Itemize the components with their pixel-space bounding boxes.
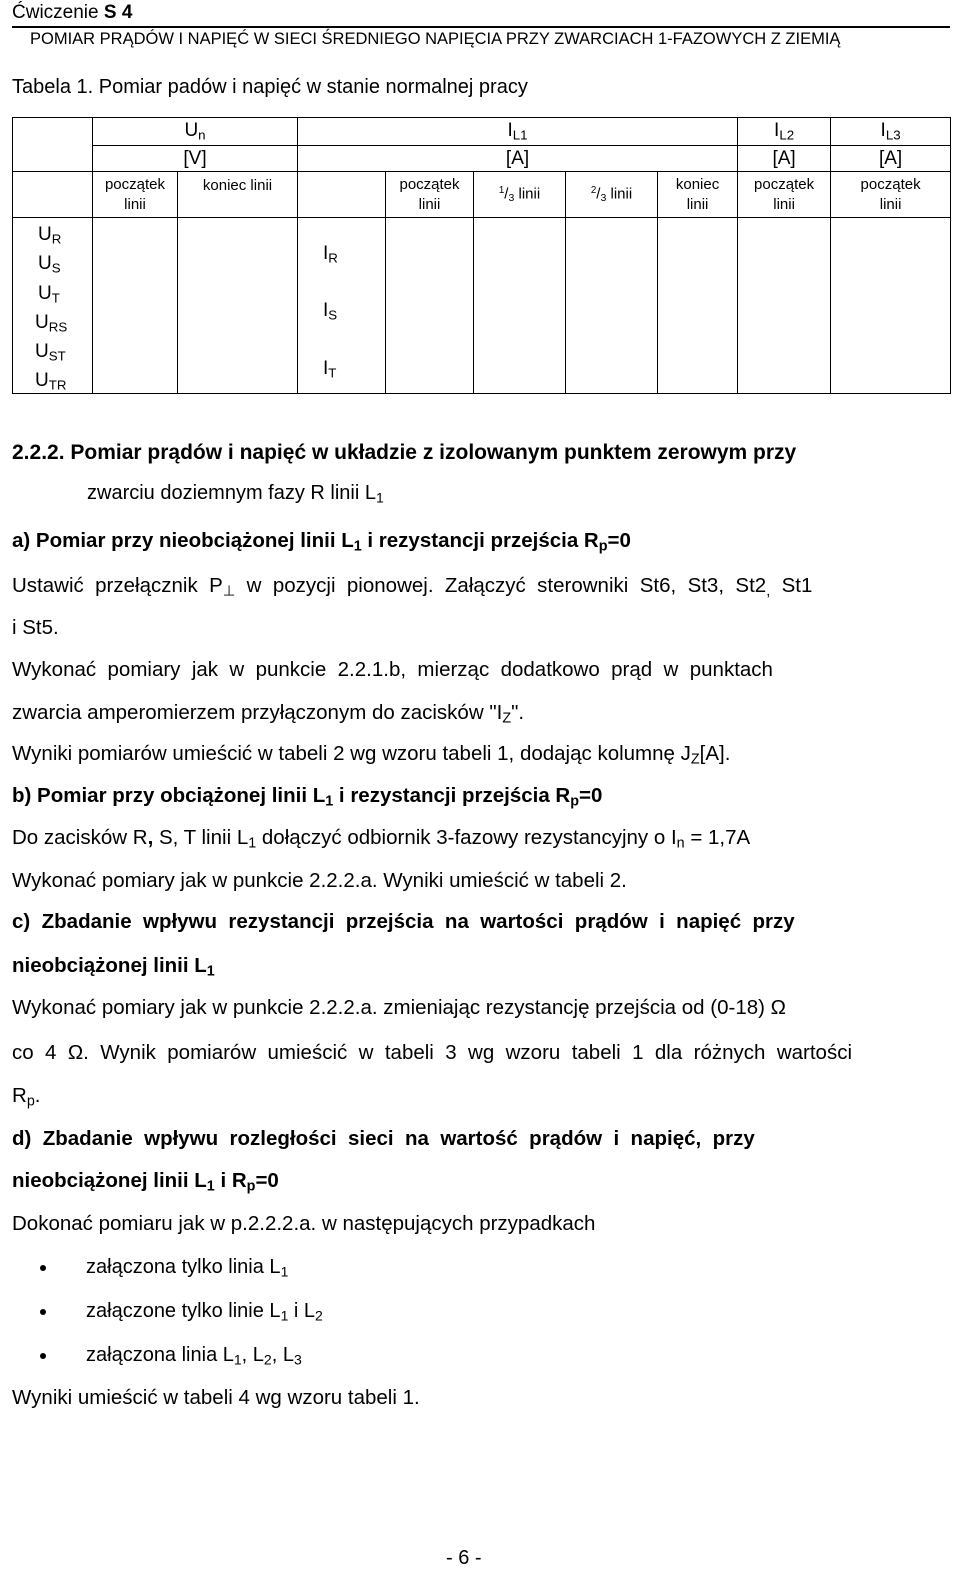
il1-end-header: koniec linii [658,172,738,218]
header-rule [12,26,950,28]
table1 [12,117,951,394]
current-label-it: $I_T$ [323,358,337,381]
il2-header: $I_{L2}$ [738,118,831,146]
il3-unit: [A] [831,146,951,172]
un-unit: [V] [93,146,298,172]
voltage-label-ust: $U_{ST}$ [35,341,66,364]
il1-third-values [474,218,566,394]
il3-header: $I_{L3}$ [831,118,951,146]
document-subtitle: POMIAR PRĄDÓW I NAPIĘĆ W SIECI ŚREDNIEGO NAPIĘCIA PRZY ZWARCIACH 1-FAZOWYCH Z ZIEMIĄ [30,30,841,48]
il3-start-values [831,218,951,394]
list-item: załączona tylko linia $L_1$ [86,1256,289,1280]
voltage-label-ut: $U_T$ [38,283,60,306]
il2-start-values [738,218,831,394]
current-labels-cell [298,218,386,394]
subsection-d-line-1: Dokonać pomiaru jak w p.2.2.2.a. w następujących przypadkach [12,1212,596,1235]
subsection-a-line-3: Wykonać pomiary jak w punkcie 2.2.1.b, mierząc dodatkowo prąd w punktach [12,658,773,681]
voltage-label-urs: $U_{RS}$ [35,312,68,335]
un-header: $U_n$ [93,118,298,146]
il2-start-header: początek linii [738,172,831,218]
voltage-label-us: $U_S$ [38,253,61,276]
il3-start-header: początek linii [831,172,951,218]
subsection-c-line-2: co 4 Ω. Wynik pomiarów umieścić w tabeli 3 wg wzoru tabeli 1 dla różnych wartości [12,1041,852,1064]
subsection-b-line-1: Do zacisków R, S, T linii $L_1$ dołączyć odbiornik 3-fazowy rezystancyjny o $I_n = 1,7A$ [12,826,751,852]
section-heading: 2.2.2. Pomiar prądów i napięć w układzie z izolowanym punktem zerowym przy [12,441,797,464]
il1-third-header: $^1/_3$ linii [474,172,566,218]
subsection-d-heading-continued: nieobciążonej linii $L_1$ i $R_p=0$ [12,1169,279,1195]
un-end-header: koniec linii [178,172,298,218]
subsection-a-line-2: i St5. [12,616,59,639]
subsection-c-heading: c) Zbadanie wpływu rezystancji przejścia na wartości prądów i napięć przy [12,910,795,933]
voltage-blank-cell [13,172,93,218]
page-number: - 6 - [446,1547,482,1569]
il1-unit: [A] [298,146,738,172]
voltage-label-utr: $U_{TR}$ [35,370,67,393]
subsection-c-line-3: $R_p$. [12,1084,41,1110]
il1-two-thirds-values [566,218,658,394]
il1-header: $I_{L1}$ [298,118,738,146]
subsection-b-line-2: Wykonać pomiary jak w punkcie 2.2.2.a. Wyniki umieścić w tabeli 2. [12,869,627,892]
il1-two-thirds-header: $^2/_3$ linii [566,172,658,218]
exercise-label: Ćwiczenie S 4 [12,2,133,23]
subsection-c-heading-continued: nieobciążonej linii $L_1$ [12,954,215,980]
il2-unit: [A] [738,146,831,172]
current-blank-cell [298,172,386,218]
il1-start-header: początek linii [386,172,474,218]
bullet-icon [40,1265,46,1271]
list-item: załączone tylko linie $L_1$ i $L_2$ [86,1300,323,1324]
voltage-label-ur: $U_R$ [38,224,62,247]
subsection-a-line-4: zwarcia amperomierzem przyłączonym do zacisków "$I_Z$". [12,701,525,727]
subsection-a-line-1: Ustawić przełącznik $P_\perp$ w pozycji pionowej. Załączyć sterowniki St6, St3, $St2_,$ St1 [12,574,813,600]
current-label-is: $I_S$ [323,300,338,323]
subsection-b-heading: b) Pomiar przy obciążonej linii $L_1$ i rezystancji przejścia $R_p=0$ [12,784,603,810]
table1-corner-cell [13,118,93,172]
subsection-d-heading: d) Zbadanie wpływu rozległości sieci na wartość prądów i napięć, przy [12,1127,755,1150]
subsection-a-line-5: Wyniki pomiarów umieścić w tabeli 2 wg wzoru tabeli 1, dodając kolumnę $J_Z[A]$. [12,742,731,768]
subsection-c-line-1: Wykonać pomiary jak w punkcie 2.2.2.a. zmieniając rezystancję przejścia od (0-18) Ω [12,996,786,1019]
section-heading-continued: zwarciu doziemnym fazy R linii $L_1$ [87,482,384,506]
current-label-ir: $I_R$ [323,243,338,266]
bullet-icon [40,1309,46,1315]
subsection-a-heading: a) Pomiar przy nieobciążonej linii $L_1$ i rezystancji przejścia $R_p=0$ [12,529,631,555]
bullet-icon [40,1353,46,1359]
un-start-values [93,218,178,394]
table1-title: Tabela 1. Pomiar padów i napięć w stanie normalnej pracy [12,76,528,98]
subsection-d-closing: Wyniki umieścić w tabeli 4 wg wzoru tabeli 1. [12,1386,420,1409]
il1-start-values [386,218,474,394]
il1-end-values [658,218,738,394]
list-item: załączona linia $L_1$, $L_2$, $L_3$ [86,1344,302,1368]
un-end-values [178,218,298,394]
un-start-header: początek linii [93,172,178,218]
